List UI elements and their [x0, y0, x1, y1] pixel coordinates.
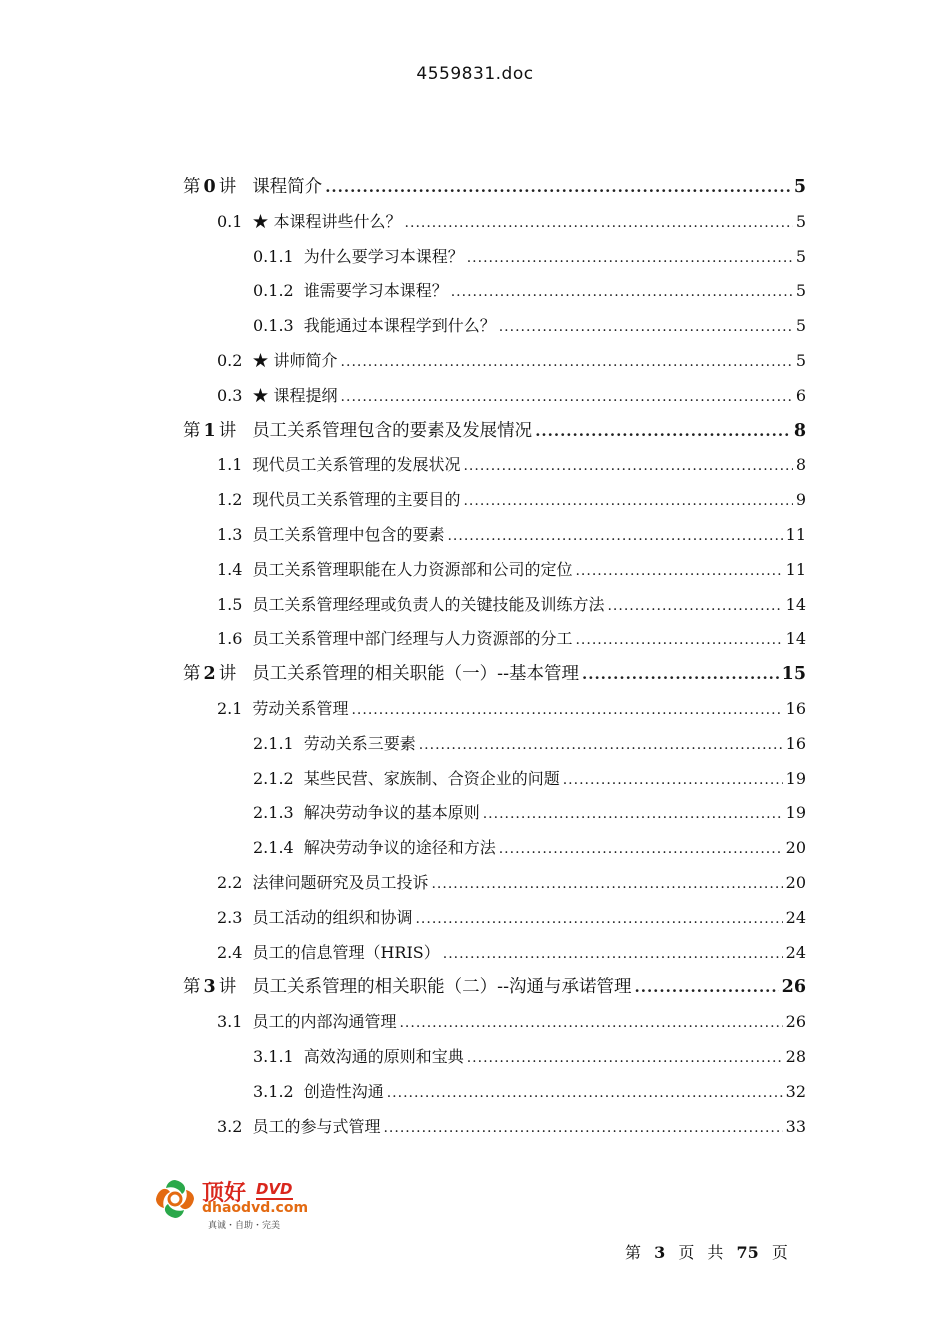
toc-dot-leader	[341, 380, 793, 415]
toc-entry-title: 解决劳动争议的基本原则	[303, 803, 480, 823]
toc-entry[interactable]	[183, 448, 806, 483]
toc-entry-number: 3.1	[217, 1012, 243, 1032]
toc-entry-page: 8	[795, 455, 806, 475]
toc-entry-title: 课程简介	[252, 177, 323, 197]
toc-entry-title: 现代员工关系管理的主要目的	[252, 490, 461, 510]
toc-entry-page: 6	[795, 385, 806, 405]
toc-entry-page: 26	[785, 1012, 806, 1032]
toc-dot-leader	[499, 832, 783, 867]
toc-entry-number: 1.3	[217, 524, 243, 544]
toc-entry-number: 3.1.1	[253, 1046, 294, 1066]
toc-entry-page: 14	[785, 594, 806, 614]
toc-entry-number: 0.1.2	[253, 281, 294, 301]
toc-entry-title: 员工关系管理中部门经理与人力资源部的分工	[252, 629, 573, 649]
toc-entry-page: 15	[781, 664, 806, 685]
toc-entry[interactable]	[183, 1075, 806, 1110]
footer-current-page: 3	[654, 1243, 666, 1262]
toc-entry-page: 19	[785, 803, 806, 823]
footer-prefix: 第	[625, 1243, 642, 1262]
toc-entry-title: 员工活动的组织和协调	[252, 907, 413, 927]
toc-dot-leader	[351, 693, 782, 728]
toc-dot-leader	[443, 937, 783, 972]
toc-entry-number: 2.1.2	[253, 768, 294, 788]
toc-entry[interactable]	[183, 901, 806, 936]
toc-entry-title: ★ 课程提纲	[252, 385, 338, 405]
toc-entry-number: 1.6	[217, 629, 243, 649]
toc-dot-leader	[415, 902, 782, 937]
toc-entry-number: 2.2	[217, 872, 243, 892]
toc-entry[interactable]	[183, 274, 806, 309]
toc-entry-title: 创造性沟通	[303, 1081, 384, 1101]
toc-entry-title: 员工的参与式管理	[252, 1116, 381, 1136]
page-footer	[625, 1240, 788, 1263]
toc-entry-page: 24	[785, 907, 806, 927]
toc-entry-page: 16	[785, 698, 806, 718]
toc-entry[interactable]	[183, 379, 806, 414]
toc-entry[interactable]	[183, 1110, 806, 1145]
toc-entry-number: 1.2	[217, 490, 243, 510]
toc-entry-title: 解决劳动争议的途径和方法	[303, 838, 496, 858]
toc-entry-number: 2.1.3	[253, 803, 294, 823]
toc-dot-leader	[575, 554, 782, 589]
brand-slogan: 真诚・自助・完美	[208, 1221, 281, 1231]
toc-entry[interactable]	[183, 588, 806, 623]
toc-entry-number: 0.3	[217, 385, 243, 405]
toc-entry-number: 3.1.2	[253, 1081, 294, 1101]
toc-entry-number: 第 2 讲	[183, 664, 237, 685]
toc-entry-title: 员工关系管理中包含的要素	[252, 524, 445, 544]
toc-entry[interactable]	[183, 553, 806, 588]
toc-entry-page: 11	[785, 524, 806, 544]
toc-entry-page: 5	[795, 246, 806, 266]
toc-entry[interactable]	[183, 344, 806, 379]
toc-dot-leader	[467, 241, 793, 276]
toc-entry[interactable]	[183, 170, 806, 205]
toc-entry[interactable]	[183, 936, 806, 971]
toc-entry-page: 5	[793, 177, 806, 197]
toc-entry-title: 法律问题研究及员工投诉	[252, 872, 429, 892]
toc-entry-page: 16	[785, 733, 806, 753]
toc-entry-number: 2.1	[217, 698, 243, 718]
toc-entry[interactable]	[183, 309, 806, 344]
toc-dot-leader	[387, 1076, 783, 1111]
toc-dot-leader	[463, 449, 792, 484]
toc-entry-title: 员工的信息管理（HRIS）	[252, 942, 440, 962]
toc-entry[interactable]	[183, 622, 806, 657]
toc-entry-number: 1.4	[217, 559, 243, 579]
toc-entry-page: 20	[785, 872, 806, 892]
toc-entry-number: 2.1.1	[253, 733, 294, 753]
toc-entry-number: 1.1	[217, 455, 243, 475]
toc-entry-number: 2.1.4	[253, 838, 294, 858]
toc-entry[interactable]	[183, 1040, 806, 1075]
toc-entry-title: 员工关系管理职能在人力资源部和公司的定位	[252, 559, 573, 579]
toc-entry-title: 劳动关系管理	[252, 698, 349, 718]
toc-dot-leader	[431, 867, 782, 902]
toc-entry-page: 5	[795, 316, 806, 336]
pinwheel-logo-icon	[152, 1176, 198, 1222]
toc-dot-leader	[447, 519, 782, 554]
toc-entry-number: 1.5	[217, 594, 243, 614]
toc-entry-number: 2.4	[217, 942, 243, 962]
table-of-contents	[183, 170, 806, 1144]
toc-dot-leader	[399, 1006, 782, 1041]
toc-dot-leader	[635, 970, 779, 1005]
toc-entry[interactable]	[183, 762, 806, 797]
toc-entry-number: 3.2	[217, 1116, 243, 1136]
toc-entry-number: 第 3 讲	[183, 977, 237, 998]
toc-entry-title: 高效沟通的原则和宝典	[303, 1046, 464, 1066]
toc-dot-leader	[535, 414, 791, 449]
toc-entry-number: 第 1 讲	[183, 420, 237, 441]
toc-entry-title: 员工关系管理经理或负责人的关键技能及训练方法	[252, 594, 605, 614]
toc-entry-title: 劳动关系三要素	[303, 733, 416, 753]
toc-entry-page: 24	[785, 942, 806, 962]
toc-entry[interactable]	[183, 831, 806, 866]
toc-entry-number: 0.1	[217, 211, 243, 231]
toc-dot-leader	[463, 484, 792, 519]
toc-dot-leader	[467, 1041, 783, 1076]
toc-entry[interactable]	[183, 1005, 806, 1040]
toc-entry-page: 14	[785, 629, 806, 649]
toc-entry-number: 0.2	[217, 350, 243, 370]
toc-dot-leader	[607, 589, 782, 624]
toc-entry-page: 5	[795, 350, 806, 370]
footer-suffix: 页	[771, 1243, 788, 1262]
toc-dot-leader	[325, 170, 791, 205]
toc-entry[interactable]	[183, 866, 806, 901]
toc-entry[interactable]	[183, 518, 806, 553]
toc-entry-page: 9	[795, 490, 806, 510]
toc-entry-page: 28	[785, 1046, 806, 1066]
toc-entry-title: ★ 本课程讲些什么？	[252, 211, 402, 231]
toc-entry-title: 员工关系管理的相关职能（二）--沟通与承诺管理	[252, 977, 632, 998]
footer-total-pages: 75	[736, 1243, 759, 1262]
toc-entry-title: 谁需要学习本课程？	[303, 281, 448, 301]
toc-dot-leader	[582, 657, 779, 692]
toc-entry[interactable]	[183, 483, 806, 518]
toc-entry[interactable]	[183, 240, 806, 275]
toc-entry-number: 第 0 讲	[183, 177, 237, 197]
toc-entry-number: 2.3	[217, 907, 243, 927]
toc-entry-title: 员工的内部沟通管理	[252, 1012, 397, 1032]
brand-dvd-mark: DVD	[256, 1180, 293, 1198]
toc-entry-page: 26	[781, 977, 806, 998]
toc-entry-title: 员工关系管理的相关职能（一）--基本管理	[252, 664, 580, 685]
toc-entry-title: 某些民营、家族制、合资企业的问题	[303, 768, 560, 788]
brand-logo	[152, 1170, 322, 1232]
toc-dot-leader	[341, 345, 793, 380]
toc-entry-title: 员工关系管理包含的要素及发展情况	[252, 420, 533, 441]
toc-entry[interactable]	[183, 692, 806, 727]
toc-entry-page: 32	[785, 1081, 806, 1101]
toc-entry-title: 我能通过本课程学到什么？	[303, 316, 496, 336]
toc-dot-leader	[499, 310, 793, 345]
toc-dot-leader	[419, 728, 783, 763]
document-filename: 4559831.doc	[416, 64, 534, 84]
toc-entry[interactable]	[183, 727, 806, 762]
toc-entry-number: 0.1.3	[253, 316, 294, 336]
brand-chinese-name: 顶好	[202, 1181, 247, 1206]
footer-middle: 页 共	[678, 1243, 724, 1262]
toc-entry[interactable]	[183, 205, 806, 240]
toc-dot-leader	[383, 1111, 782, 1146]
toc-entry-page: 33	[785, 1116, 806, 1136]
toc-entry-title: 为什么要学习本课程？	[303, 246, 464, 266]
toc-entry[interactable]	[183, 657, 806, 692]
toc-entry[interactable]	[183, 796, 806, 831]
toc-dot-leader	[451, 275, 793, 310]
toc-dot-leader	[405, 206, 793, 241]
toc-entry[interactable]	[183, 414, 806, 449]
toc-entry-page: 5	[795, 281, 806, 301]
toc-dot-leader	[483, 797, 783, 832]
toc-entry-page: 8	[793, 420, 806, 441]
toc-entry-title: 现代员工关系管理的发展状况	[252, 455, 461, 475]
toc-dot-leader	[575, 623, 782, 658]
toc-dot-leader	[563, 763, 783, 798]
toc-entry-page: 19	[785, 768, 806, 788]
toc-entry[interactable]	[183, 970, 806, 1005]
toc-entry-number: 0.1.1	[253, 246, 294, 266]
brand-url: dhaodvd.com	[202, 1200, 309, 1216]
toc-entry-page: 11	[785, 559, 806, 579]
toc-entry-title: ★ 讲师简介	[252, 350, 338, 370]
toc-entry-page: 5	[795, 211, 806, 231]
toc-entry-page: 20	[785, 838, 806, 858]
